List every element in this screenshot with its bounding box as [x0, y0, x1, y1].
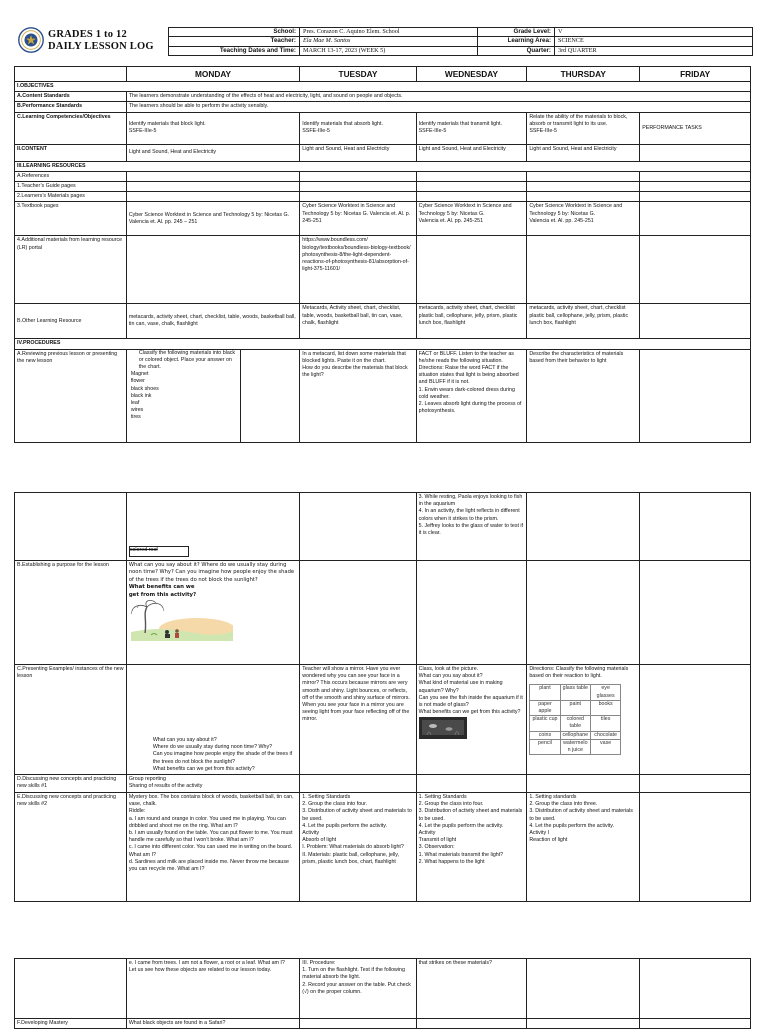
empty-cell: [416, 182, 527, 192]
competency-tue: Identify materials that absorb light. SSFE-IIIe-5: [300, 112, 416, 144]
empty-cell: [416, 236, 527, 304]
empty-cell: [416, 775, 527, 793]
additional-materials-label: 4.Additional materials from learning resource (LR) portal: [15, 236, 127, 304]
classify-item: Magnet: [130, 371, 149, 378]
presenting-mon: [126, 665, 299, 775]
grade-label: Grade Level:: [478, 28, 555, 37]
content-thu: Light and Sound, Heat and Electricity: [527, 144, 640, 161]
review-mon-cont: [126, 493, 299, 561]
textbook-wed: Cyber Science Worktext in Science and Technology 5 by: Nicetas G. Valencia et. Al. pp. 245-251: [416, 202, 527, 236]
deped-seal-icon: [18, 27, 44, 53]
classify-item: black ink: [130, 392, 152, 399]
presenting-thu: [527, 665, 640, 775]
textbook-mon: Cyber Science Worktext in Science and Technology 5 by: Nicetas G. Valencia et. Al. pp. 245 – 251: [126, 202, 299, 236]
resources-heading: III.LEARNING RESOURCES: [15, 161, 751, 171]
competency-thu: Relate the ability of the materials to block, absorb or transmit light to its use. SSFE-IIIe-5: [527, 112, 640, 144]
empty-cell: [126, 171, 299, 181]
empty-cell: [416, 561, 527, 665]
other-resources-wed: metacards, activity sheet, chart, checklist plastic ball, cellophane, jelly, prism, plastic lunch box, flashlight: [416, 304, 527, 339]
classify-item: tires: [130, 414, 141, 421]
tree-shade-picture: [129, 599, 233, 641]
content-mon: Light and Sound, Heat and Electricity: [126, 144, 299, 161]
page3-mon: e. I came from trees. I am not a flower, a root or a leaf. What am I? Let us see how these objects are related to our lesson today.: [126, 959, 299, 1019]
log-header: [14, 24, 751, 58]
discussing1-label: D.Discussing new concepts and practicing new skills #1: [15, 775, 127, 793]
quarter-value: 3rd QUARTER: [555, 46, 753, 55]
lesson-table-page2: [14, 492, 751, 902]
content-fri: [640, 144, 751, 161]
additional-materials-tue[interactable]: https://www.boundless.com/ biology/textbooks/boundless-biology-textbook/ photosynthesis-8/the-light-dependent-reactions-of-photosynthesis-81/absorption-of-light-375-11601/: [300, 236, 416, 304]
objectives-heading: I.OBJECTIVES: [15, 82, 751, 92]
info-table: [168, 27, 753, 56]
performance-standards-text: The learners should be able to perform the activity sensibly.: [126, 102, 750, 112]
empty-cell: [126, 236, 299, 304]
classify-item: leaf: [130, 400, 140, 407]
competencies-label: C.Learning Competencies/Objectives: [15, 112, 127, 144]
review-wed: FACT or BLUFF. Listen to the teacher as he/she reads the following situation. Directions: Raise the word FACT if the situation states that light is being absorbed and BLUFF if it is not. 1. Erwin wears dark-colored dress during cold weather. 2. Leaves absorb light during the process of photosynthesis.: [416, 349, 527, 442]
teacher-value: Ela Mae M. Santos: [300, 37, 478, 46]
empty-cell: [527, 182, 640, 192]
empty-cell: [640, 182, 751, 192]
mini-cell: paper apple: [530, 700, 560, 715]
mini-cell: cellophane: [560, 731, 590, 739]
empty-cell: [640, 236, 751, 304]
competency-mon: Identify materials that block light. SSFE-IIIe-5: [126, 112, 299, 144]
review-wed-cont: 3. While resting, Paola enjoys looking to fish in the aquarium 4. In an activity, the light reflects in different colors when it strikes to the prism. 5. Jeffrey looks to the glass of water to test if it is clear.: [416, 493, 527, 561]
discussing2-tue: 1. Setting Standards 2. Group the class into four. 3. Distribution of activity sheet and materials to be used. 4. Let the pupils perform the activity. Activity Absorb of light I. Problem: What materials do absorb light? II. Materials: plastic ball, cellophane, jelly, prism, plastic lunch box, chart, flashlight: [300, 793, 416, 902]
lesson-table-page3: [14, 958, 751, 1029]
empty-cell: [527, 171, 640, 181]
textbook-tue: Cyber Science Worktext in Science and Technology 5 by: Nicetas G. Valencia et. Al. p. 245-251: [300, 202, 416, 236]
dates-label: Teaching Dates and Time:: [169, 46, 300, 55]
references-label: A.References: [15, 171, 127, 181]
empty-cell: [416, 192, 527, 202]
empty-cell: [527, 192, 640, 202]
discussing2-thu: 1. Setting standards 2. Group the class into three. 3. Distribution of activity sheet and materials to be used. 4. Let the pupils perform the activity. Activity I Reaction of light: [527, 793, 640, 902]
classify-item: black shoes: [130, 385, 159, 392]
day-thursday: THURSDAY: [527, 67, 640, 82]
empty-cell: [640, 349, 751, 442]
mastery-label: F.Developing Mastery: [15, 1019, 127, 1029]
content-standards-label: A.Content Standards: [15, 92, 127, 102]
empty-cell: [640, 493, 751, 561]
day-wednesday: WEDNESDAY: [416, 67, 527, 82]
performance-standards-label: B.Performance Standards: [15, 102, 127, 112]
presenting-thu-text: Directions: Classify the following materials based on their reaction to light.: [529, 666, 629, 680]
other-resources-mon: metacards, activity sheet, chart, checklist, table, woods, basketball ball, tin can, vase, chalk, flashlight: [126, 304, 299, 339]
empty-cell: [300, 171, 416, 181]
empty-cell: [640, 959, 751, 1019]
aquarium-picture: [419, 717, 467, 739]
colored-roof-text: colored roof: [129, 547, 158, 553]
empty-cell: [300, 192, 416, 202]
mini-cell: tiles: [590, 716, 620, 731]
area-value: SCIENCE: [555, 37, 753, 46]
presenting-wed: [416, 665, 527, 775]
empty-cell: [640, 793, 751, 902]
review-thu: Describe the characteristics of materials based from their behavior to light: [527, 349, 640, 442]
presenting-label: C.Presenting Examples/ instances of the new lesson: [15, 665, 127, 775]
empty-cell: [640, 202, 751, 236]
classify-item: wires: [130, 407, 144, 414]
other-resources-tue: Metacards, Activity sheet, chart, checklist, table, woods, basketball ball, tin can, vase, chalk, flashlight: [300, 304, 416, 339]
mini-cell: glass table: [560, 685, 590, 700]
mini-cell: books: [590, 700, 620, 715]
empty-cell: [640, 665, 751, 775]
mini-cell: paint: [560, 700, 590, 715]
discussing2-label: E.Discussing new concepts and practicing new skills #2: [15, 793, 127, 902]
empty-cell: [527, 236, 640, 304]
classify-item: flower: [130, 378, 145, 385]
mini-cell: coins: [530, 731, 560, 739]
empty-cell: [126, 182, 299, 192]
page3-tue: III. Procedure: 1. Turn on the flashlight. Test if the following material absorb the light. 2. Record your answer on the table. Put check (√) on the proper column.: [300, 959, 416, 1019]
empty-cell: [640, 171, 751, 181]
competency-fri: PERFORMANCE TASKS: [640, 112, 751, 144]
school-label: School:: [169, 28, 300, 37]
empty-cell: [126, 192, 299, 202]
discussing2-wed: 1. Setting Standards 2. Group the class into four. 3. Distribution of activity sheet and materials to be used. 4. Let the pupils perform the activity. Activity Transmit of light 3. Observation: 1. What materials transmit the light? 2. What happens to the light: [416, 793, 527, 902]
mini-cell: vase: [590, 739, 620, 754]
classify-chart: [127, 350, 299, 442]
dates-value: MARCH 13-17, 2023 (WEEK 5): [300, 46, 478, 55]
grade-value: V: [555, 28, 753, 37]
mini-cell: colored table: [560, 716, 590, 731]
discussing2-mon: Mystery box. The box contains block of woods, basketball ball, tin can, vase, chalk. Riddle: a. I am round and orange in color. You used me in playing. You can dribbled and shoot me on the ring. What am I? b. I am usually found on the table. You can put flower to me. You must handle me carefully so that I won’t broke. What am I? c. I came into different color. You can used me in writing on the board. What am I? d. Sardines and milk are placed inside me. Never throw me because you can recycle me. What am I?: [126, 793, 299, 902]
school-value: Pres. Corazon C. Aquino Elem. School: [300, 28, 478, 37]
mini-cell: plastic cup: [530, 716, 560, 731]
corner-cell: [15, 67, 127, 82]
empty-cell: [300, 775, 416, 793]
purpose-benefits: What benefits can we get from this activity?: [128, 584, 197, 598]
classify-materials-table: [529, 684, 621, 755]
empty-cell: [300, 182, 416, 192]
other-resources-label: B.Other Learning Resource: [15, 304, 127, 339]
mastery-mon: What black objects are found in a Safari?: [126, 1019, 299, 1029]
content-tue: Light and Sound, Heat and Electricity: [300, 144, 416, 161]
day-monday: MONDAY: [126, 67, 299, 82]
presenting-wed-text: Class, look at the picture. What can you say about it? What kind of material use in making aquarium? Why? Can you see the fish inside the aquarium if it is not made of glass? What benefits can we get from this activity?: [418, 666, 523, 716]
page3-wed: that strikes on these materials?: [416, 959, 527, 1019]
teacher-label: Teacher:: [169, 37, 300, 46]
log-title-line2: DAILY LESSON LOG: [48, 41, 154, 52]
classify-intro: Classify the following materials into black or colored object. Place your answer on the chart.: [138, 349, 236, 371]
empty-cell: [15, 493, 127, 561]
lesson-table-page1: [14, 66, 751, 443]
log-title: [48, 29, 154, 53]
other-resources-thu: metacards, activity sheet, chart, checklist plastic ball, cellophane, jelly, prism, plastic lunch box, flashlight: [527, 304, 640, 339]
empty-cell: [527, 493, 640, 561]
empty-cell: [527, 561, 640, 665]
day-tuesday: TUESDAY: [300, 67, 416, 82]
content-standards-text: The learners demonstrate understanding of the effects of heat and electricity, light, and sound on people and objects.: [126, 92, 750, 102]
review-mon: [126, 349, 299, 442]
empty-cell: [300, 561, 416, 665]
mini-cell: pencil: [530, 739, 560, 754]
day-friday: FRIDAY: [640, 67, 751, 82]
mini-cell: plant: [530, 685, 560, 700]
empty-cell: [300, 493, 416, 561]
mini-cell: chocolate: [590, 731, 620, 739]
classify-answer-column: [240, 350, 299, 442]
empty-cell: [640, 561, 751, 665]
presenting-mon-text: What can you say about it? Where do we usually stay during noon time? Why? Can you imagine how people enjoy the shade of the trees if the trees do not block the sunlight? What benefits can we get from this activity?: [152, 736, 293, 772]
review-label: A.Reviewing previous lesson or presenting the new lesson: [15, 349, 127, 442]
log-title-line1: GRADES 1 to 12: [48, 29, 127, 40]
area-label: Learning Area:: [478, 37, 555, 46]
purpose-questions: What can you say about it? Where do we usually stay during noon time? Why? Can you imagine how people enjoy the shade of the trees if the trees do not block the sunlight?: [128, 562, 295, 583]
empty-cell: [15, 959, 127, 1019]
tg-pages-label: 1.Teacher’s Guide pages: [15, 182, 127, 192]
mini-cell: eye glasses: [590, 685, 620, 700]
empty-cell: [640, 304, 751, 339]
content-label: II.CONTENT: [15, 144, 127, 161]
review-tue: In a metacard, list down some materials that blocked lights. Paste it on the chart. How do you describe the materials that block the light?: [300, 349, 416, 442]
purpose-mon: [126, 561, 299, 665]
textbook-thu: Cyber Science Worktext in Science and Technology 5 by: Nicetas G. Valencia et. Al. pp. 245-251: [527, 202, 640, 236]
lm-pages-label: 2.Learners’s Materials pages: [15, 192, 127, 202]
mini-cell: watermelon juice: [560, 739, 590, 754]
classify-list: [127, 350, 240, 442]
colored-roof-box: [129, 546, 189, 557]
empty-cell: [416, 171, 527, 181]
content-wed: Light and Sound, Heat and Electricity: [416, 144, 527, 161]
textbook-label: 3.Textbook pages: [15, 202, 127, 236]
empty-cell: [527, 959, 640, 1019]
quarter-label: Quarter:: [478, 46, 555, 55]
empty-cell: [527, 775, 640, 793]
presenting-tue: Teacher will show a mirror. Have you ever wondered why you can see your face in a mirror? This occurs because mirrors are very smooth and shiny. Light bounces, or reflects, off of the smooth and shiny surface of mirrors. When you see your face in a mirror you are seeing light from your face reflecting off of the mirror.: [300, 665, 416, 775]
procedures-heading: IV.PROCEDURES: [15, 339, 751, 349]
competency-wed: Identify materials that transmit light. SSFE-IIIe-5: [416, 112, 527, 144]
purpose-label: B.Establishing a purpose for the lesson: [15, 561, 127, 665]
empty-cell: [640, 192, 751, 202]
empty-cell: [640, 775, 751, 793]
discussing1-mon: Group reporting Sharing of results of the activity: [126, 775, 299, 793]
